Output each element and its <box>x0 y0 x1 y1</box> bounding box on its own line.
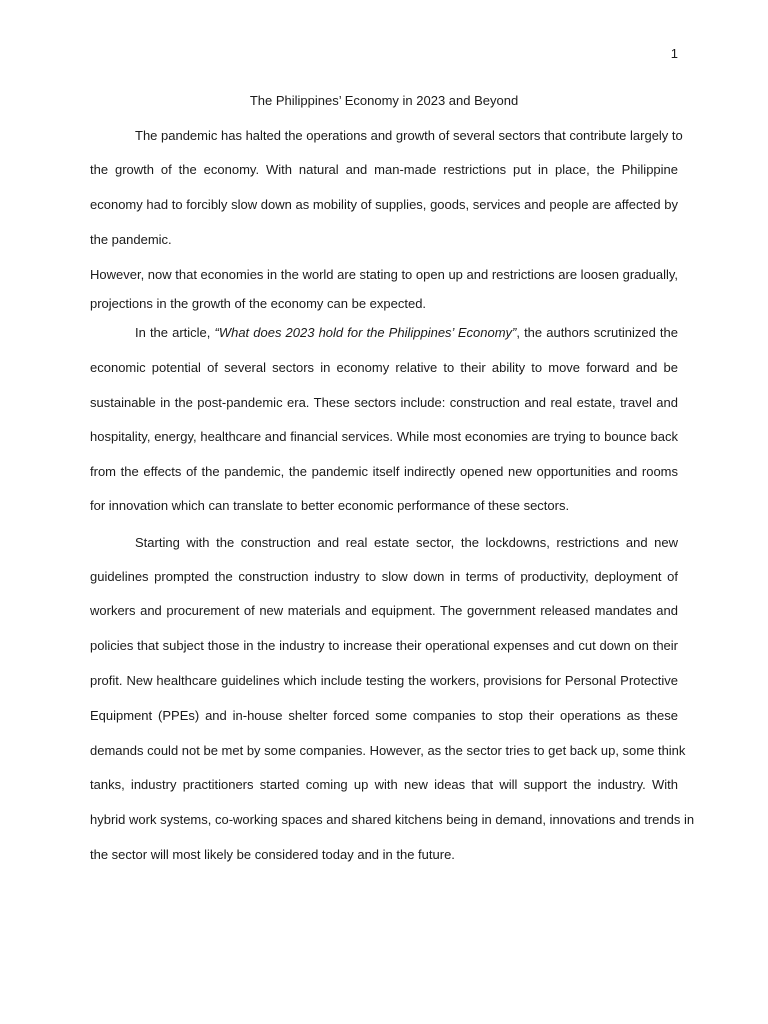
page-number: 1 <box>670 46 678 61</box>
paragraph-1-line: The pandemic has halted the operations and growth of several sectors that contribute largely to <box>135 128 683 143</box>
paragraph-3-line: for innovation which can translate to better economic performance of these sectors. <box>90 498 570 513</box>
paragraph-1-line: economy had to forcibly slow down as mobility of supplies, goods, services and people are affected by <box>90 197 678 212</box>
paragraph-4-line: the sector will most likely be considered today and in the future. <box>90 847 455 862</box>
paragraph-3-line: sustainable in the post-pandemic era. These sectors include: construction and real estate, travel and <box>90 395 678 410</box>
paragraph-4-line: policies that subject those in the industry to increase their operational expenses and cut down on their <box>90 638 678 653</box>
paragraph-3-lead: In the article, <box>135 325 215 340</box>
paragraph-1-line: the growth of the economy. With natural and man-made restrictions put in place, the Philippine <box>90 162 678 177</box>
paragraph-3-line: hospitality, energy, healthcare and financial services. While most economies are trying to bounce back <box>90 429 678 444</box>
paragraph-3-first-line <box>135 325 678 340</box>
paragraph-1-line: the pandemic. <box>90 232 172 247</box>
paragraph-4-line: tanks, industry practitioners started coming up with new ideas that will support the industry. With <box>90 777 678 792</box>
article-title-quote: “What does 2023 hold for the Philippines’ Economy” <box>214 325 517 340</box>
paragraph-4-line: guidelines prompted the construction industry to slow down in terms of productivity, deployment of <box>90 569 678 584</box>
paragraph-4-line: Starting with the construction and real estate sector, the lockdowns, restrictions and new <box>135 535 678 550</box>
paragraph-3-rest: , the authors scrutinized the <box>516 325 679 340</box>
paragraph-4-line: demands could not be met by some companies. However, as the sector tries to get back up, some think <box>90 743 686 758</box>
paragraph-3-line: from the effects of the pandemic, the pandemic itself indirectly opened new opportunities and rooms <box>90 464 678 479</box>
paragraph-3-line: economic potential of several sectors in economy relative to their ability to move forward and be <box>90 360 678 375</box>
paragraph-4-line: workers and procurement of new materials and equipment. The government released mandates and <box>90 603 678 618</box>
paragraph-4-line: profit. New healthcare guidelines which include testing the workers, provisions for Personal Protective <box>90 673 678 688</box>
paragraph-2-line: However, now that economies in the world are stating to open up and restrictions are loosen gradually, <box>90 267 678 282</box>
paragraph-2-line: projections in the growth of the economy can be expected. <box>90 296 427 311</box>
paragraph-4-line: hybrid work systems, co-working spaces and shared kitchens being in demand, innovations and trends in <box>90 812 695 827</box>
document-title: The Philippines’ Economy in 2023 and Beyond <box>249 93 519 108</box>
paragraph-4-line: Equipment (PPEs) and in-house shelter forced some companies to stop their operations as these <box>90 708 678 723</box>
